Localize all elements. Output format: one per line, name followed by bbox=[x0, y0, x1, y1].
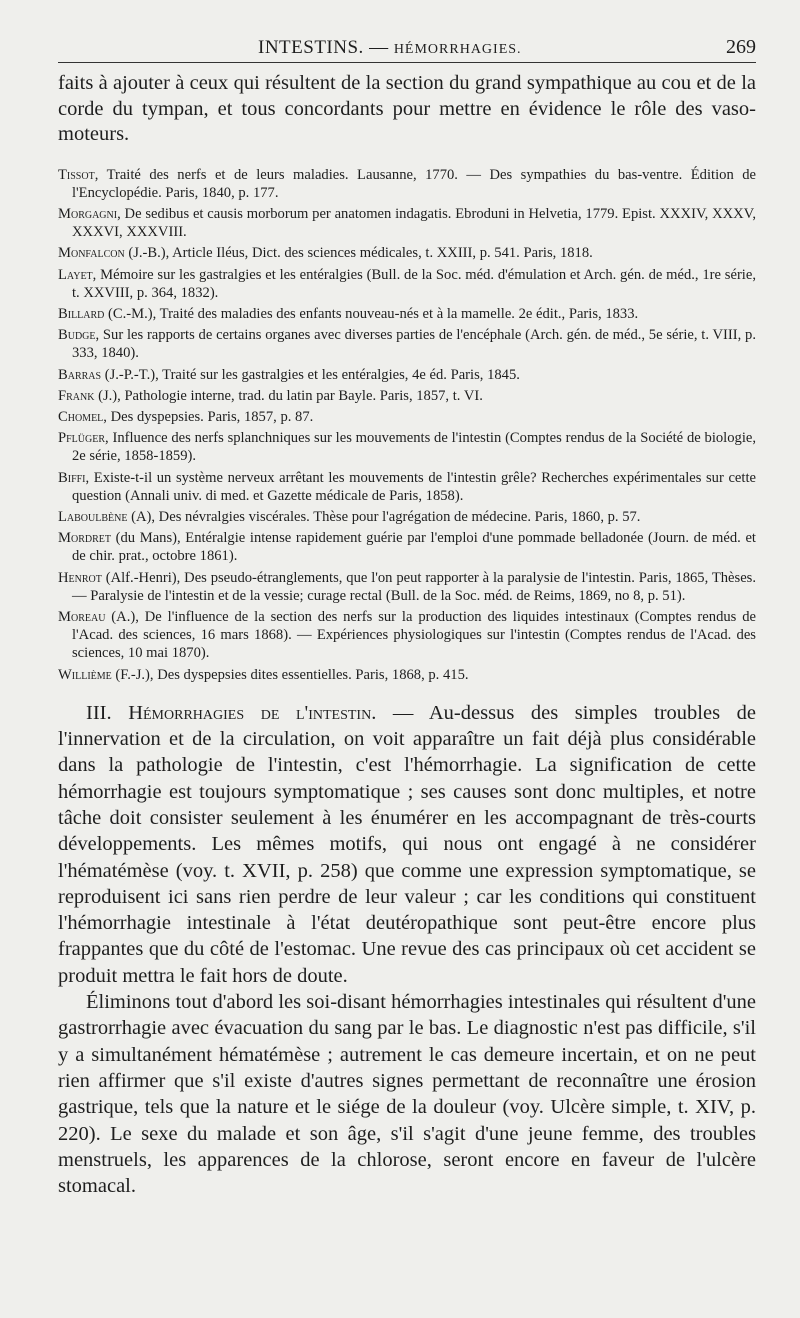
bibliography-entry bbox=[58, 305, 756, 323]
section-paragraph-1-text: — Au-dessus des simples troubles de l'innervation et de la circulation, on voit apparaître un fait déjà plus considérable dans la pathologie de l'intestin, c'est l'hémorrhagie. La signification de cette hémorrhagie est toujours symptomatique ; ses causes sont donc multiples, et notre tâche doit consister seulement à les énumérer en les accompagnant de très-courts développements. Les mêmes motifs, qui nous ont engagé à ne considérer l'hématémèse (voy. t. XVII, p. 258) que comme une expression symptomatique, se reproduisent ici sans rien perdre de leur valeur ; car les conditions qui constituent l'hémorrhagie intestinale à l'état deutéropathique sont peut-être encore plus frappantes que du côté de l'estomac. Une revue des cas principaux où cet accident se produit mettra le fait hors de doute. bbox=[58, 701, 756, 987]
section-number: III. bbox=[86, 701, 112, 724]
entry-text: (J.-B.), Article Iléus, Dict. des sciences médicales, t. XXIII, p. 541. Paris, 1818. bbox=[124, 245, 593, 262]
entry-text: (Alf.-Henri), Des pseudo-étranglements, que l'on peut rapporter à la paralysie de l'intestin. Paris, 1865, Thèses. — Paralysie de l'intestin et de la vessie; curage rectal (Bull. de la Soc. méd. de Reims, 1869, no 8, p. 51). bbox=[72, 569, 756, 604]
intro-paragraph: faits à ajouter à ceux qui résultent de la section du grand sympathique au cou et de la corde du tympan, et tous concordants pour mettre en évidence le rôle des vaso-moteurs. bbox=[58, 72, 756, 145]
entry-author: Moreau bbox=[58, 608, 106, 625]
bibliography-entry bbox=[58, 508, 756, 526]
entry-author: Frank bbox=[58, 387, 95, 404]
entry-author: Mordret bbox=[58, 530, 111, 547]
entry-author: Barras bbox=[58, 366, 102, 383]
entry-text: (A.), De l'influence de la section des nerfs sur la production des liquides intestinaux (Comptes rendus de l'Acad. des sciences, 16 mars 1868). — Expériences physiologiques sur l'intestin (Comptes rendus de l'Acad. des sciences, 10 mai 1870). bbox=[72, 608, 756, 662]
entry-author: Willième bbox=[58, 666, 112, 683]
bibliography-entry bbox=[58, 205, 756, 241]
header-title: INTESTINS. bbox=[258, 37, 364, 58]
bibliography-entry bbox=[58, 387, 756, 405]
entry-text: , Traité des nerfs et de leurs maladies. Lausanne, 1770. — Des sympathies du bas-ventre. Édition de l'Encyclopédie. Paris, 1840, p. 177. bbox=[72, 166, 756, 201]
bibliography bbox=[58, 166, 756, 684]
entry-text: , Des dyspepsies. Paris, 1857, p. 87. bbox=[103, 408, 314, 425]
entry-author: Henrot bbox=[58, 569, 102, 586]
section-hemorrhagies bbox=[58, 700, 756, 1200]
running-title bbox=[258, 37, 522, 59]
section-paragraph-2: Éliminons tout d'abord les soi-disant hémorrhagies intestinales qui résultent d'une gastrorrhagie avec évacuation du sang par le bas. Le diagnostic n'est pas difficile, s'il y a simultanément hématémèse ; autrement le cas demeure incertain, et on ne peut rien affirmer que s'il existe d'autres signes permettant de reconnaître une érosion gastrique, tels que la nature et le siége de la douleur (voy. Ulcère simple, t. XIV, p. 220). Le sexe du malade et son âge, s'il s'agit d'une jeune femme, des troubles menstruels, les apparences de la chlorose, seront encore en faveur de l'ulcère stomacal. bbox=[58, 991, 756, 1198]
section-paragraph-1 bbox=[58, 700, 756, 989]
header-subtitle: HÉMORRHAGIES. bbox=[393, 42, 522, 57]
bibliography-entry bbox=[58, 569, 756, 605]
entry-author: Budge bbox=[58, 327, 96, 344]
entry-text: (F.-J.), Des dyspepsies dites essentielles. Paris, 1868, p. 415. bbox=[111, 666, 469, 683]
entry-author: Laboulbène bbox=[58, 508, 128, 525]
bibliography-entry bbox=[58, 529, 756, 565]
bibliography-entry bbox=[58, 429, 756, 465]
entry-text: , Sur les rapports de certains organes avec diverses parties de l'encéphale (Arch. gén. de méd., 5e série, t. VIII, p. 333, 1840). bbox=[72, 327, 756, 362]
section-title: Hémorrhagies de l'intestin. bbox=[128, 701, 377, 724]
entry-author: Biffi bbox=[58, 469, 86, 486]
bibliography-entry bbox=[58, 666, 756, 684]
entry-text: (C.-M.), Traité des maladies des enfants nouveau-nés et à la mamelle. 2e édit., Paris, 1833. bbox=[104, 305, 639, 322]
bibliography-entry bbox=[58, 266, 756, 302]
entry-author: Monfalcon bbox=[58, 245, 125, 262]
entry-author: Pflüger bbox=[58, 430, 106, 447]
running-header bbox=[58, 36, 756, 63]
bibliography-entry bbox=[58, 408, 756, 426]
entry-author: Tissot bbox=[58, 166, 95, 183]
header-dash: — bbox=[369, 37, 389, 58]
entry-text: , De sedibus et causis morborum per anatomen indagatis. Ebroduni in Helvetia, 1779. Epist. XXXIV, XXXV, XXXVI, XXXVIII. bbox=[72, 205, 756, 241]
entry-text: (A), Des névralgies viscérales. Thèse pour l'agrégation de médecine. Paris, 1860, p. 57. bbox=[127, 508, 641, 525]
entry-text: , Influence des nerfs splanchniques sur les mouvements de l'intestin (Comptes rendus de la Société de biologie, 2e série, 1858-1859). bbox=[72, 430, 756, 465]
entry-author: Layet bbox=[58, 266, 93, 283]
entry-text: (J.), Pathologie interne, trad. du latin par Bayle. Paris, 1857, t. VI. bbox=[94, 387, 483, 404]
page-number: 269 bbox=[726, 36, 756, 58]
bibliography-entry bbox=[58, 608, 756, 663]
entry-text: , Existe-t-il un système nerveux arrêtant les mouvements de l'intestin grêle? Recherches expérimentales sur cette question (Annali univ. di med. et Gazette médicale de Paris, 1858). bbox=[72, 469, 756, 504]
entry-text: , Mémoire sur les gastralgies et les entéralgies (Bull. de la Soc. méd. d'émulation et Arch. gén. de méd., 1re série, t. XXVIII, p. 364, 1832). bbox=[72, 266, 756, 301]
bibliography-entry bbox=[58, 244, 756, 262]
entry-text: (du Mans), Entéralgie intense rapidement guérie par l'emploi d'une pommade belladonée (Journ. de méd. et de chir. prat., octobre 1861). bbox=[72, 530, 756, 565]
bibliography-entry bbox=[58, 469, 756, 505]
bibliography-entry bbox=[58, 326, 756, 362]
entry-text: (J.-P.-T.), Traité sur les gastralgies et les entéralgies, 4e éd. Paris, 1845. bbox=[101, 366, 520, 383]
entry-author: Chomel bbox=[58, 408, 104, 425]
entry-author: Morgagni bbox=[58, 205, 118, 222]
bibliography-entry bbox=[58, 366, 756, 384]
bibliography-entry bbox=[58, 166, 756, 202]
entry-author: Billard bbox=[58, 305, 105, 322]
